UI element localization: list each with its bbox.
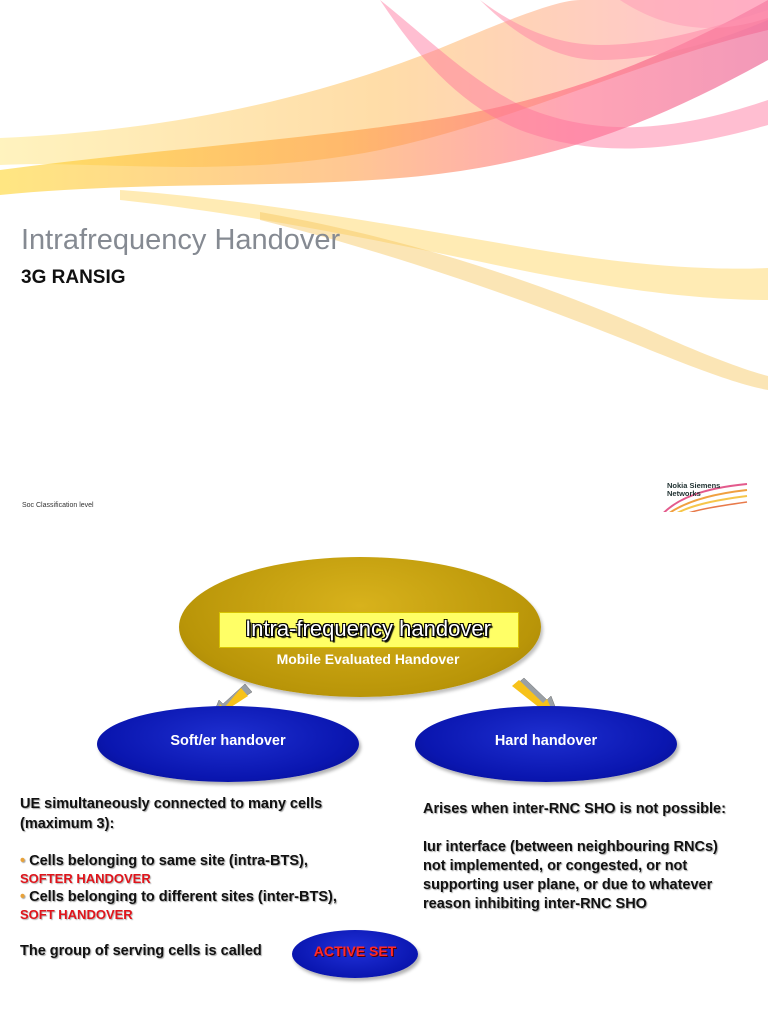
hard-handover-label: Hard handover: [494, 733, 598, 749]
soft-handover-tag: SOFT HANDOVER: [20, 907, 133, 922]
hard-handover-line-2: Iur interface (between neighbouring RNCs): [423, 839, 718, 855]
bullet-icon: •: [20, 853, 26, 869]
logo-line-2: Networks: [667, 489, 701, 498]
slide-subtitle: 3G RANSIG: [21, 267, 126, 288]
intro-line-2: (maximum 3):: [20, 816, 115, 832]
bullet-icon: •: [20, 889, 26, 905]
hard-handover-description: [423, 800, 763, 914]
hard-handover-line-5: reason inhibiting inter-RNC SHO: [423, 896, 647, 912]
bullet-item-1: [20, 851, 390, 871]
hard-handover-line-3: not implemented, or congested, or not: [423, 858, 688, 874]
softer-handover-label: Soft/er handover: [170, 733, 286, 749]
bullet-1-text: Cells belonging to same site (intra-BTS),: [29, 853, 308, 869]
intra-frequency-heading: Intra-frequency handover: [245, 616, 491, 641]
bullet-item-2: [20, 887, 390, 907]
active-set-label: ACTIVE SET: [313, 943, 397, 959]
mobile-evaluated-label: Mobile Evaluated Handover: [276, 651, 460, 667]
intro-line-1: UE simultaneously connected to many cells: [20, 796, 323, 812]
soft-handover-description: [20, 794, 390, 923]
classification-label: Soc Classification level: [22, 502, 94, 509]
softer-handover-tag: SOFTER HANDOVER: [20, 871, 151, 886]
bullet-2-text: Cells belonging to different sites (inter-BTS),: [29, 889, 337, 905]
logo-line-1: Nokia Siemens: [667, 481, 721, 490]
slide-title: Intrafrequency Handover: [21, 224, 341, 256]
hard-handover-line-4: supporting user plane, or due to whatever: [423, 877, 713, 893]
active-set-caption: The group of serving cells is called: [20, 943, 262, 959]
hard-handover-line-1: Arises when inter-RNC SHO is not possible:: [423, 801, 726, 817]
